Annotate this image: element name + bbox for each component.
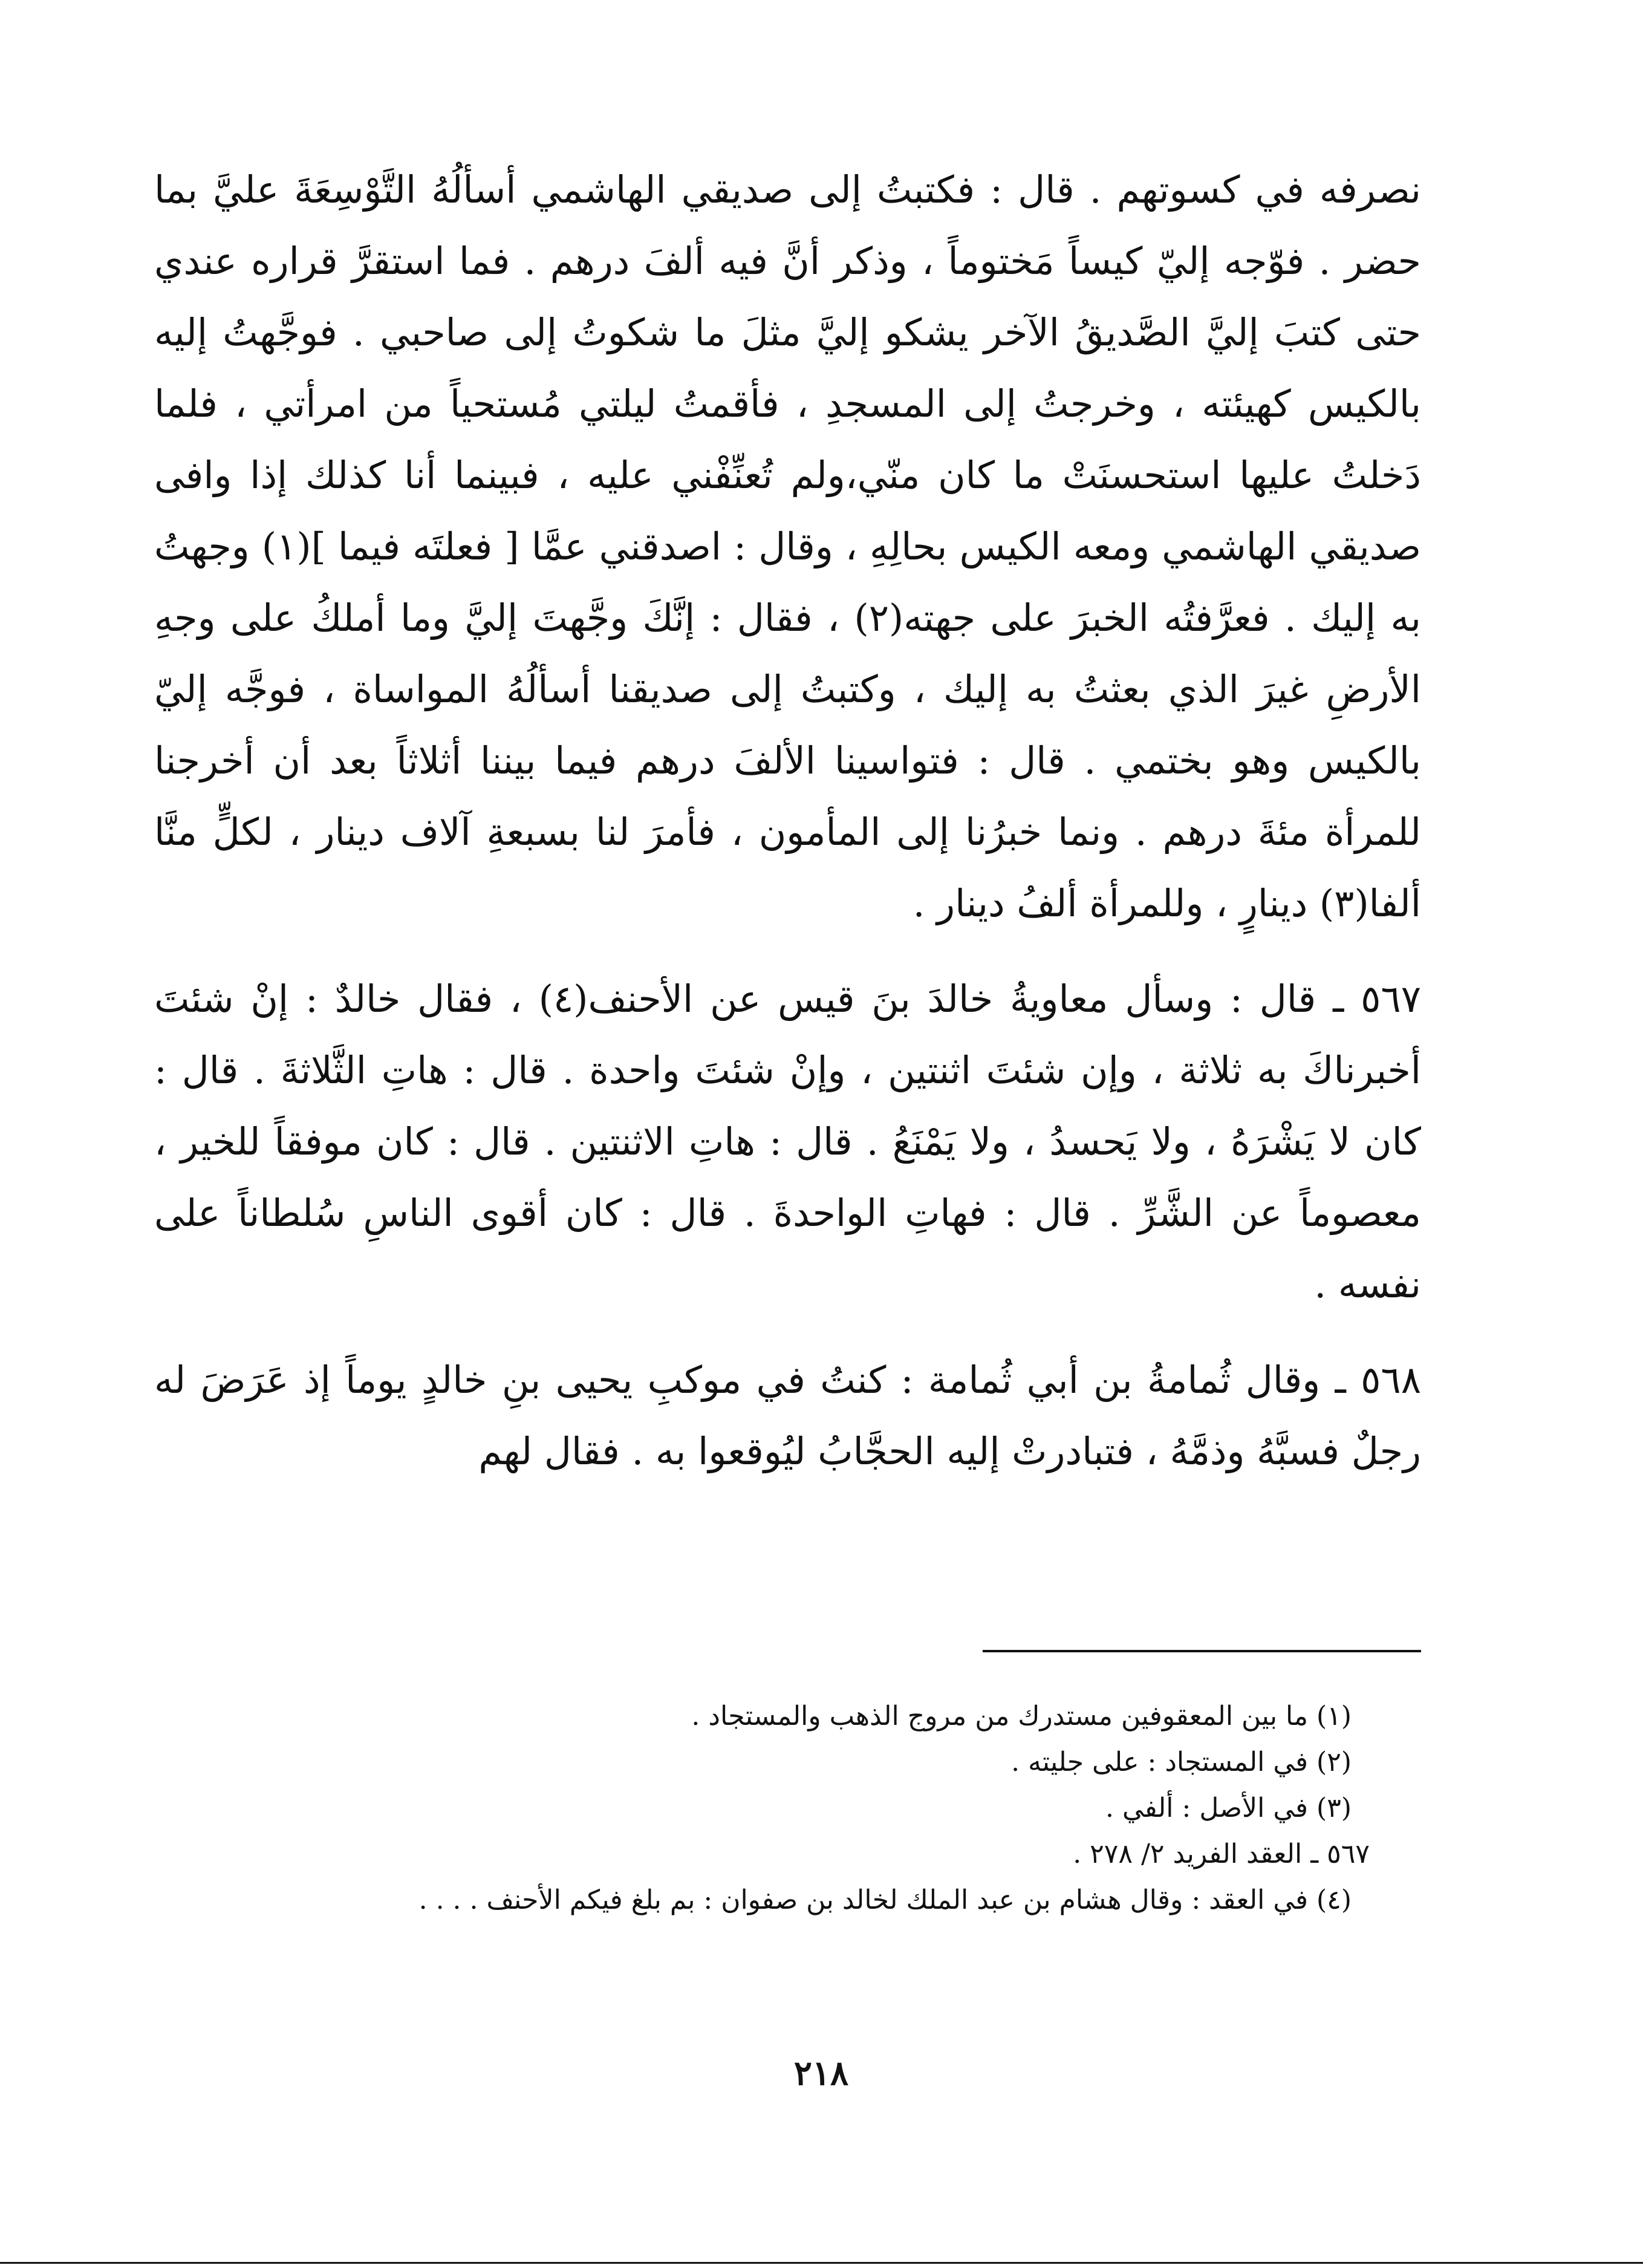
footnotes xyxy=(181,1693,1370,1923)
footnote-separator xyxy=(983,1650,1421,1652)
footnote-1: (١) ما بين المعقوفين مستدرك من مروج الذهب والمستجاد . xyxy=(691,1701,1352,1732)
footnote-2: (٢) في المستجاد : على جليته . xyxy=(1011,1747,1352,1778)
page-bottom-edge xyxy=(0,2262,1643,2264)
paragraph-568: ٥٦٨ ـ وقال ثُمامةُ بن أبي ثُمامة : كنتُ في موكبِ يحيى بنِ خالدٍ يوماً إذ عَرَضَ له رجلٌ فسبَّهُ وذمَّهُ ، فتبادرتْ إليه الحجَّابُ ليُوقعوا به . فقال لهم xyxy=(154,1358,1421,1473)
page-number: ٢١٨ xyxy=(793,2053,849,2093)
footnote-4: (٤) في العقد : وقال هشام بن عبد الملك لخالد بن صفوان : بم بلغ فيكم الأحنف . . . . xyxy=(418,1885,1352,1915)
paragraph-continuation: نصرفه في كسوتهم . قال : فكتبتُ إلى صديقي الهاشمي أسألُهُ التَّوْسِعَةَ عليَّ بما حضر . فوّجه إليّ كيساً مَختوماً ، وذكر أنَّ فيه ألفَ درهم . فما استقرَّ قراره عندي حتى كتبَ إليَّ الصَّديقُ الآخر يشكو إليَّ مثلَ ما شكوتُ إلى صاحبي . فوجَّهتُ إليه بالكيس كهيئته ، وخرجتُ إلى المسجدِ ، فأقمتُ ليلتي مُستحياً من امرأتي ، فلما دَخلتُ عليها استحسنَتْ ما كان منّي،ولم تُعنِّفْني عليه ، فبينما أنا كذلك إذا وافى صديقي الهاشمي ومعه الكيس بحالِهِ ، وقال : اصدقني عمَّا [ فعلتَه فيما ](١) وجهتُ به إليك . فعرَّفتُه الخبرَ على جهته(٢) ، فقال : إنَّكَ وجَّهتَ إليَّ وما أملكُ على وجهِ الأرضِ غيرَ الذي بعثتُ به إليك ، وكتبتُ إلى صديقنا أسألُهُ المواساة ، فوجَّه إليّ بالكيس وهو بختمي . قال : فتواسينا الألفَ درهم فيما بيننا أثلاثاً بعد أن أخرجنا للمرأة مئةَ درهم . ونما خبرُنا إلى المأمون ، فأمرَ لنا بسبعةِ آلاف دينار ، لكلٍّ منَّا ألفا(٣) دينارٍ ، وللمرأة ألفُ دينار . xyxy=(154,168,1421,925)
footnote-3: (٣) في الأصل : ألفي . xyxy=(1105,1793,1352,1823)
source-note-567: ٥٦٧ ـ العقد الفريد ٢/ ٢٧٨ . xyxy=(1073,1839,1370,1869)
paragraph-567: ٥٦٧ ـ قال : وسأل معاويةُ خالدَ بنَ قيس عن الأحنف(٤) ، فقال خالدٌ : إنْ شئتَ أخبرناكَ به ثلاثة ، وإن شئتَ اثنتين ، وإنْ شئتَ واحدة . قال : هاتِ الثَّلاثةَ . قال : كان لا يَشْرَهُ ، ولا يَحسدُ ، ولا يَمْنَعُ . قال : هاتِ الاثنتين . قال : كان موفقاً للخير ، معصوماً عن الشَّرِّ . قال : فهاتِ الواحدةَ . قال : كان أقوى الناسِ سُلطاناً على نفسه . xyxy=(154,977,1421,1306)
main-text xyxy=(154,154,1421,1487)
